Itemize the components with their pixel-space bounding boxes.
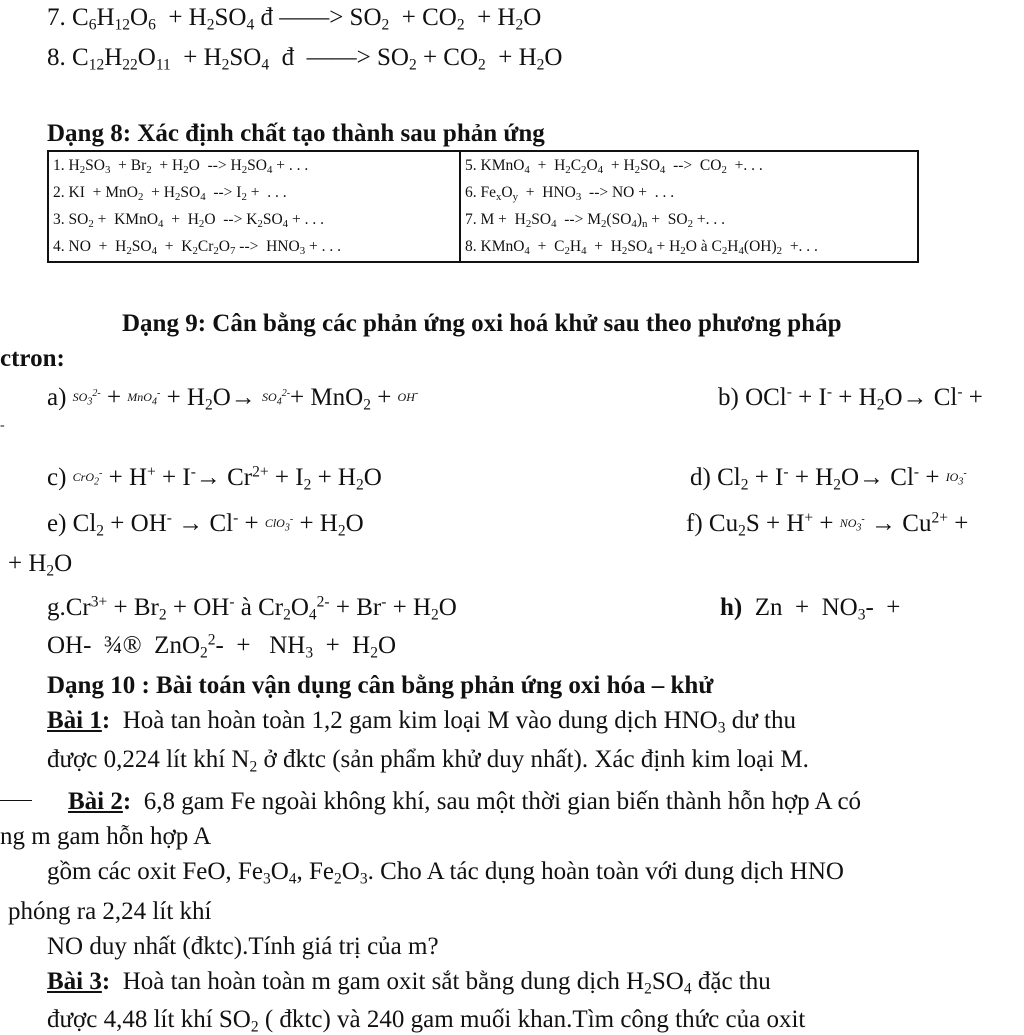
equation-b: b) OCl- + I- + H2O→ Cl- + (718, 383, 983, 414)
table-cell-2: 2. KI + MnO2 + H2SO4 --> I2 + . . . (53, 184, 287, 204)
equation-7: 7. C6H12O6 + H2SO4 đ ——> SO2 + CO2 + H2O (47, 4, 542, 34)
equation-8: 8. C12H22O11 + H2SO4 đ ——> SO2 + CO2 + H2O (47, 44, 563, 74)
equation-d: d) $Cl2 + I^- + H2O\to Cl^- + IO_3^-$ (690, 463, 967, 494)
equation-h: h) Zn + NO3- + (720, 594, 901, 624)
bai3-line1: Bài 3: Hoà tan hoàn toàn m gam oxit sắt bằng dung dịch H2SO4 đặc thu (47, 968, 771, 998)
bai2-line1: Bài 2: 6,8 gam Fe ngoài không khí, sau một thời gian biến thành hỗn hợp A có (68, 788, 862, 815)
equation-h-cont: OH- ¾® $ZnO2^2- + NH3 + H2O$ (47, 631, 397, 662)
bai3-line2: được 4,48 lít khí SO2 ( đktc) và 240 gam muối khan.Tìm công thức của oxit (47, 1006, 806, 1035)
table-cell-6: 6. FexOy + HNO3 --> NO + . . . (465, 184, 675, 204)
equation-f-cont: + H2O (8, 550, 73, 580)
equation-c: c) $CrO_2^- + H^+ + I^-\to Cr^{2+} + I2 + H2O$ (47, 463, 382, 494)
dang8-table (47, 150, 919, 263)
bai3-label: Bài 3 (47, 968, 102, 995)
bai1-label: Bài 1 (47, 707, 102, 734)
bai2-label: Bài 2 (68, 788, 123, 815)
stray-dash: - (0, 418, 5, 433)
table-cell-1: 1. H2SO3 + Br2 + H2O --> H2SO4 + . . . (53, 157, 309, 177)
equation-a: a) $SO_3^{2-} + MnO_4^- + H2O\to SO_4^{2-}+ MnO2 + OH^-$ (47, 384, 419, 414)
bai2-line5: NO duy nhất (đktc).Tính giá trị của m? (47, 933, 439, 960)
equation-e: e) Cl2 + OH- → Cl- + ClO$_3$- + H2O (47, 509, 364, 540)
bai2-line2: ng m gam hỗn hợp A (0, 823, 212, 850)
table-divider (459, 152, 461, 261)
table-cell-8: 8. KMnO4 + C2H4 + H2SO4 + H2O à C2H4(OH)2 +. . . (465, 238, 818, 258)
bai2-line3: gồm các oxit FeO, Fe3O4, Fe2O3. Cho A tác dụng hoàn toàn với dung dịch HNO (47, 858, 844, 888)
bai2-line4: phóng ra 2,24 lít khí (8, 898, 212, 925)
equation-f: f) $Cu2S + H^+ + NO_3^- \to Cu^{2+}$ + (686, 509, 969, 540)
underline-mark (0, 800, 32, 801)
table-cell-5: 5. KMnO4 + H2C2O4 + H2SO4 --> CO2 +. . . (465, 157, 763, 177)
bai1-line2: được 0,224 lít khí N2 ở đktc (sản phẩm khử duy nhất). Xác định kim loại M. (47, 746, 809, 776)
dang8-heading: Dạng 8: Xác định chất tạo thành sau phản ứng (47, 120, 545, 147)
dang10-heading: Dạng 10 : Bài toán vận dụng cân bằng phản ứng oxi hóa – khử (47, 672, 714, 699)
bai1-line1: Bài 1: Hoà tan hoàn toàn 1,2 gam kim loại M vào dung dịch HNO3 dư thu (47, 707, 796, 737)
table-cell-7: 7. M + H2SO4 --> M2(SO4)n + SO2 +. . . (465, 211, 726, 231)
dang9-heading: Dạng 9: Cân bằng các phản ứng oxi hoá khử sau theo phương pháp (122, 310, 842, 337)
dang9-heading-cont: ctron: (0, 345, 65, 372)
equation-g: $g.Cr^{3+} + Br2 + OH^-$ à $Cr2O4^{2-} + Br^- + H2O$ (47, 593, 457, 624)
table-cell-4: 4. NO + H2SO4 + K2Cr2O7 --> HNO3 + . . . (53, 238, 341, 258)
table-cell-3: 3. SO2 + KMnO4 + H2O --> K2SO4 + . . . (53, 211, 324, 231)
